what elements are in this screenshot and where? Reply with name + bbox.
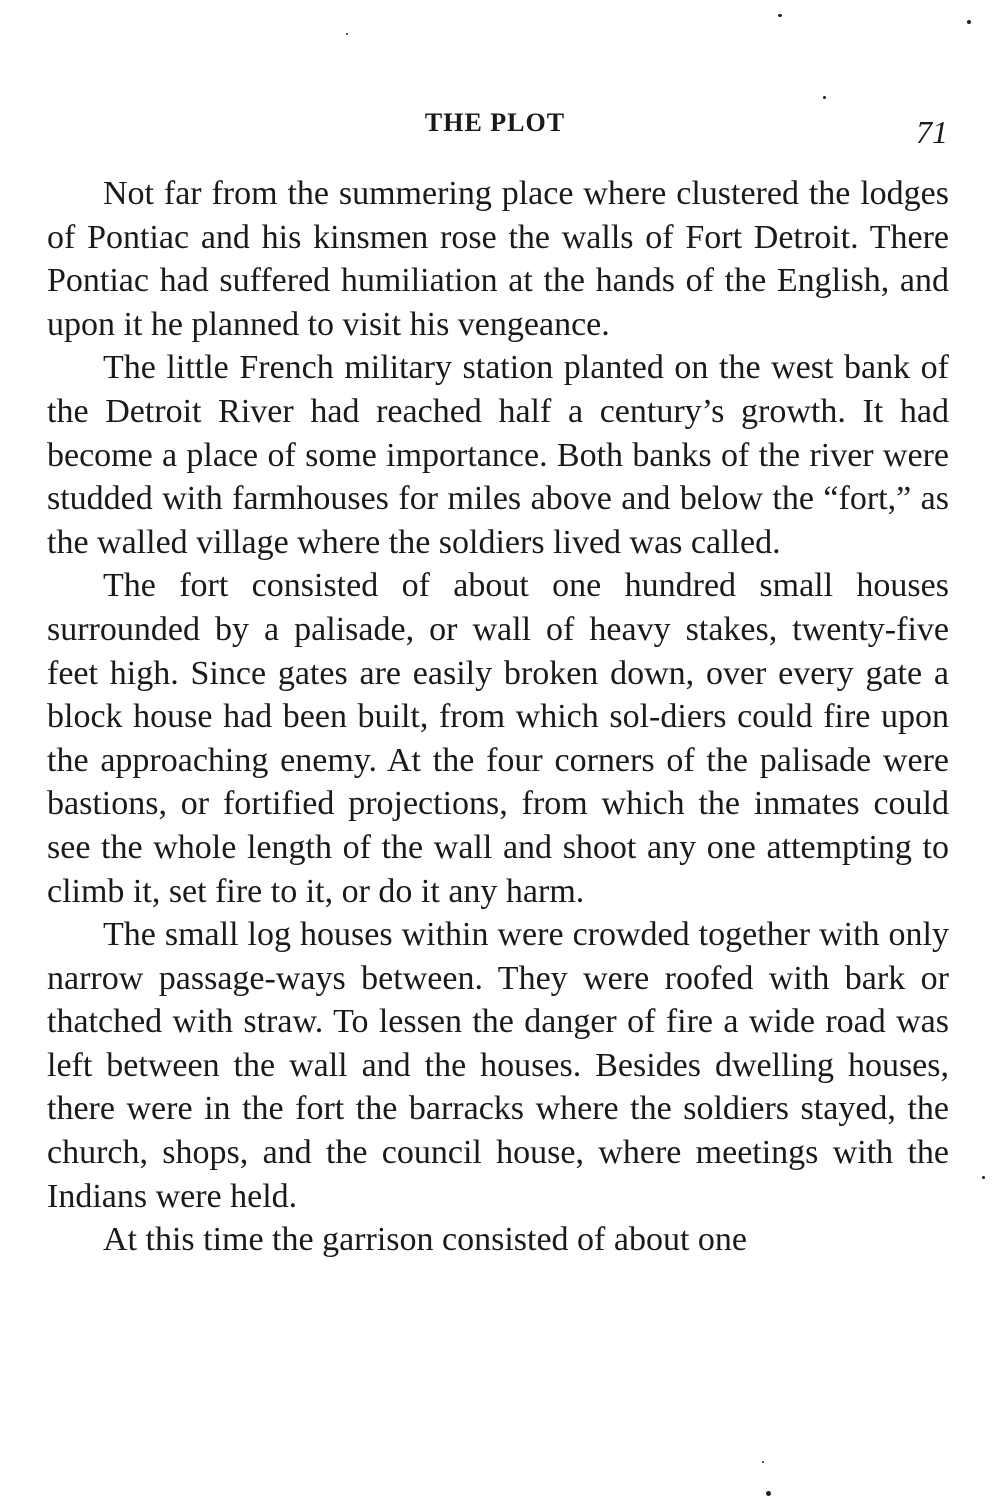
chapter-title: THE PLOT	[424, 108, 566, 137]
paragraph-1: Not far from the summering place where clustered the lodges of Pontiac and his kinsmen rose the walls of Fort Detroit. There Pontiac had suffered humiliation at the hands of the English, and upon it he planned to visit his vengeance.	[47, 175, 949, 343]
scan-speck	[766, 1491, 771, 1496]
scan-speck	[982, 1176, 985, 1179]
scan-speck	[778, 14, 782, 17]
paragraph-4: The small log houses within were crowded together with only narrow passage-ways between. They were roofed with bark or thatched with straw. To lessen the danger of fire a wide road was left between the wall and the houses. Besides dwelling houses, there were in the fort the barracks where the soldiers stayed, the church, shops, and the council house, where meetings with the Indians were held.	[47, 916, 949, 1215]
scan-speck	[346, 33, 348, 35]
paragraph-5: At this time the garrison consisted of about one	[103, 1221, 747, 1259]
paragraph-3: The fort consisted of about one hundred small houses surrounded by a palisade, or wall of heavy stakes, twenty-five feet high. Since gates are easily broken down, over every gate a block house had been built, from which sol-diers could fire upon the approaching enemy. At the four corners of the palisade were bastions, or fortified projections, from which the inmates could see the whole length of the wall and shoot any one attempting to climb it, set fire to it, or do it any harm.	[47, 567, 949, 910]
page-number: 71	[916, 114, 948, 150]
body-text	[47, 172, 949, 1262]
running-head	[0, 108, 1000, 148]
scan-speck	[823, 96, 826, 99]
scan-speck	[967, 20, 971, 24]
scan-speck	[762, 1461, 764, 1463]
paragraph-2: The little French military station planted on the west bank of the Detroit River had reached half a century’s growth. It had become a place of some importance. Both banks of the river were studded with farmhouses for miles above and below the “fort,” as the walled village where the soldiers lived was called.	[47, 349, 949, 561]
